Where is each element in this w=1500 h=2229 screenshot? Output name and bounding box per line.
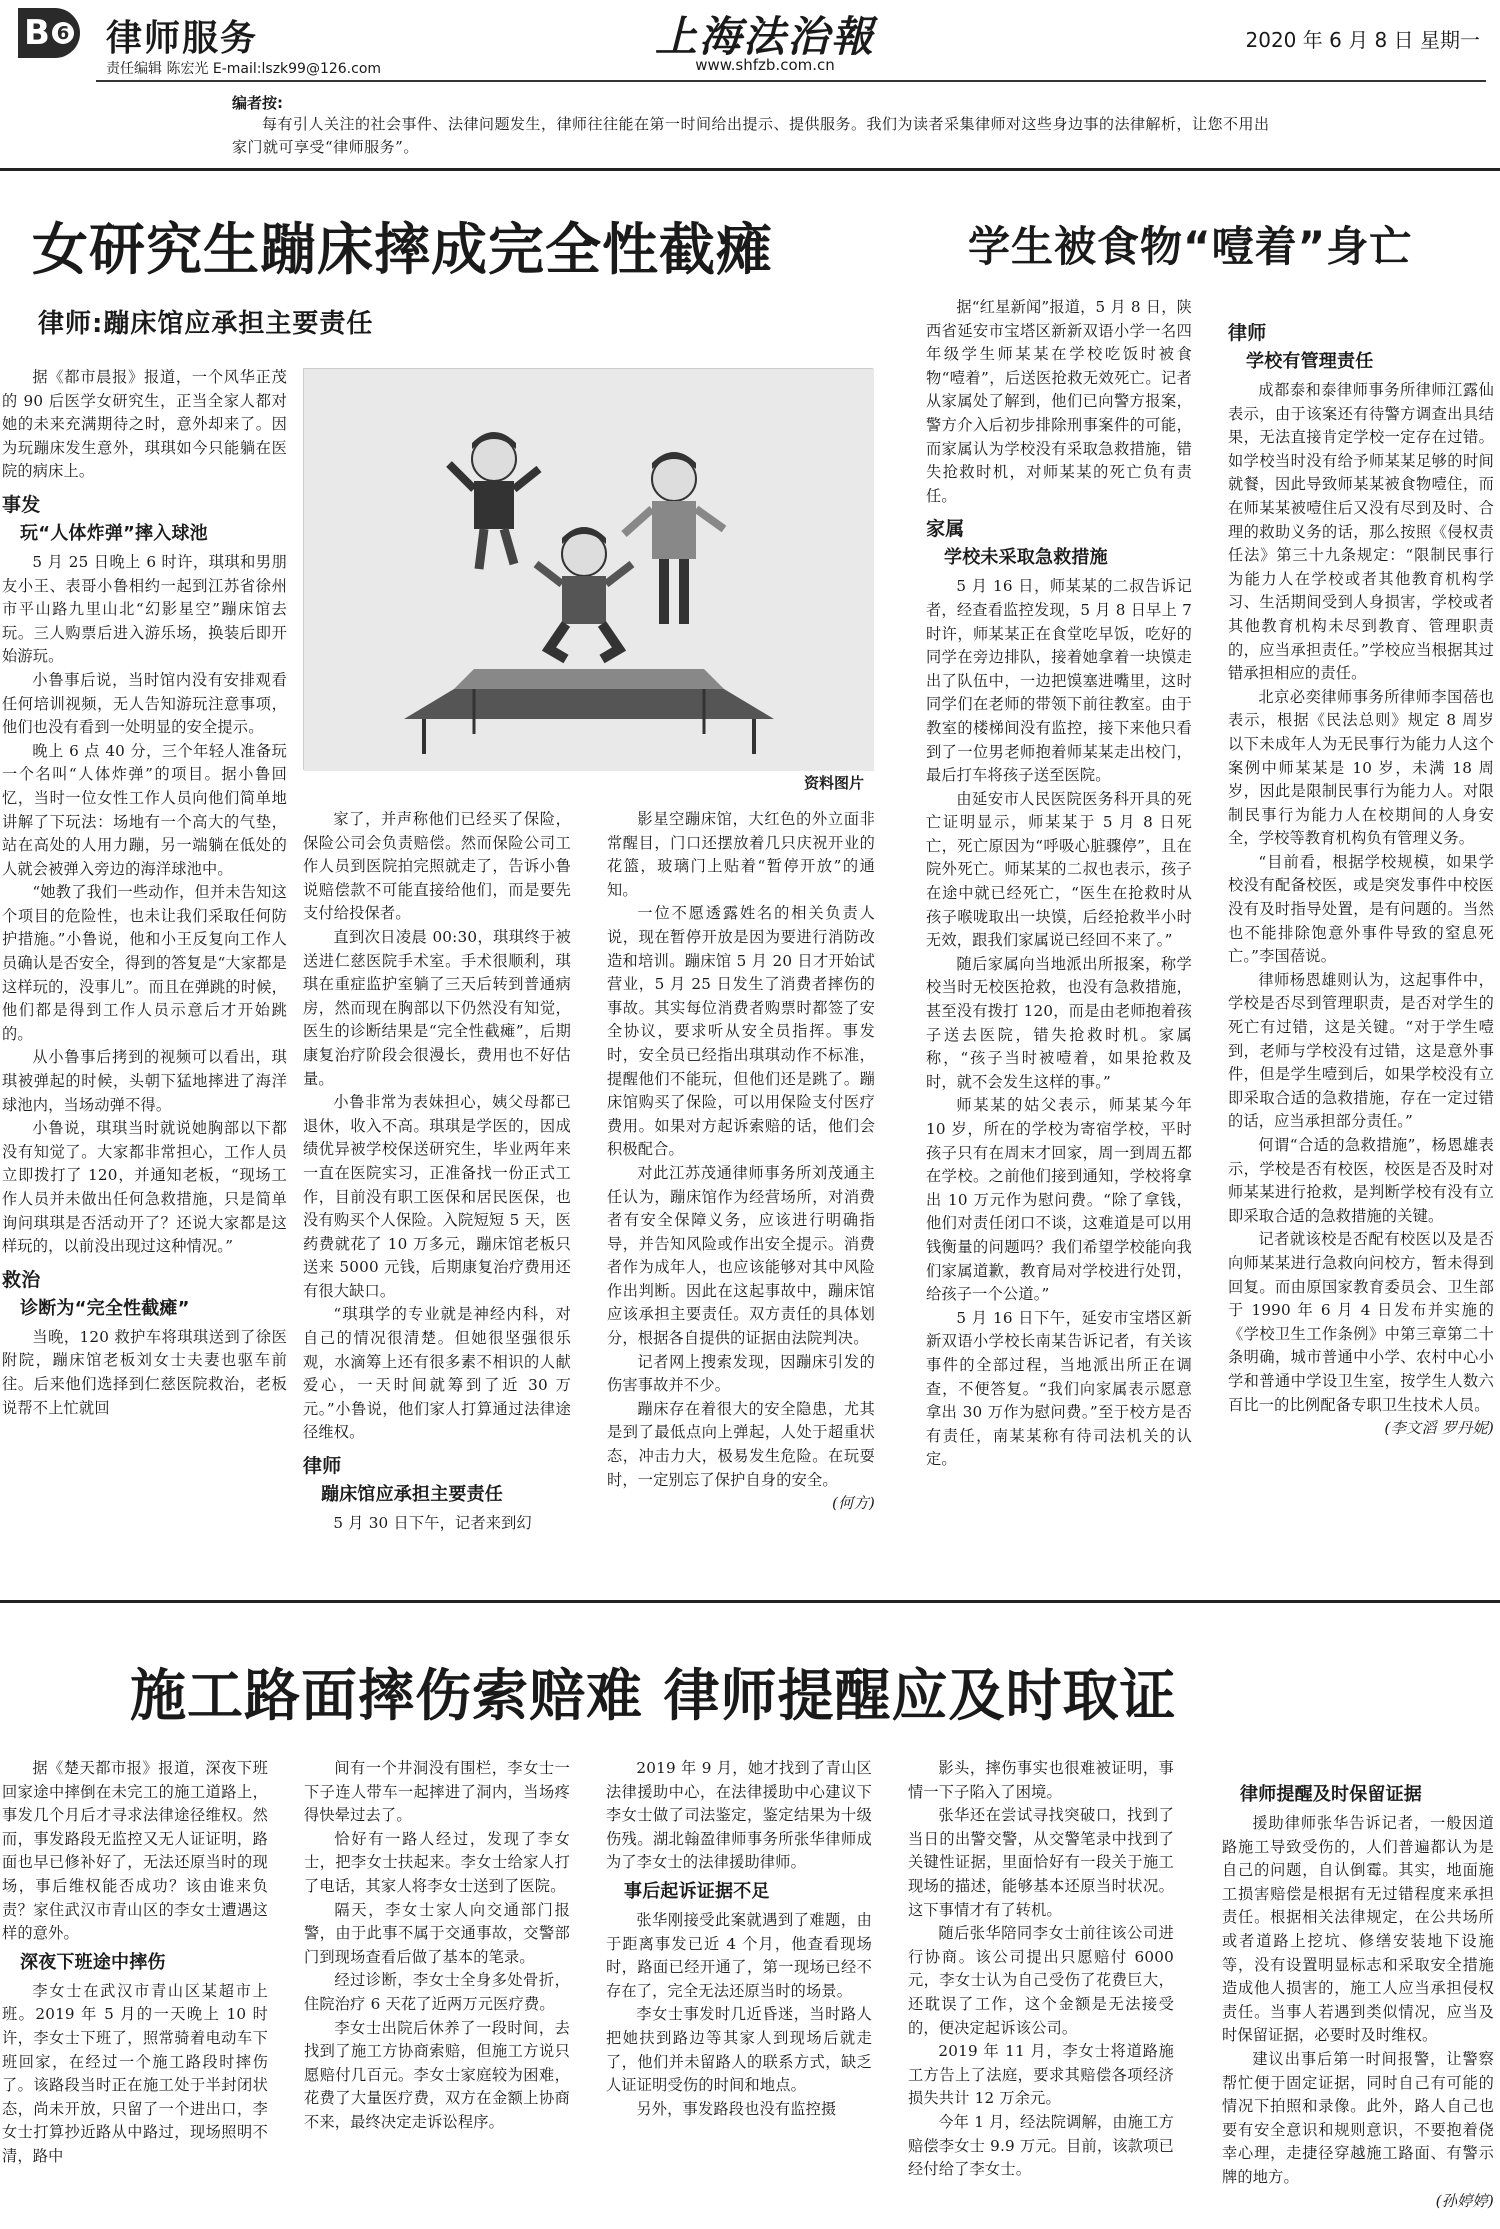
section-subheading: 蹦床馆应承担主要责任 [321,1484,503,1506]
paragraph: 小鲁事后说，当时馆内没有安排观看任何培训视频，无人告知游玩注意事项，他们也没有看到一处明显的安全提示。 [2,670,287,737]
article3-column-3 [606,1757,872,2121]
newspaper-masthead: 上海法治報 [654,12,875,61]
paragraph: 经过诊断，李女士全身多处骨折，住院治疗 6 天花了近两万元医疗费。 [304,1971,570,2013]
section-subheading: 深夜下班途中摔伤 [20,1951,166,1973]
trampoline-photo [303,368,873,792]
editor-note-text: 每有引人关注的社会事件、法律问题发生，律师往往能在第一时间给出提示、提供服务。我们为读者采集律师对这些身边事的法律解析，让您不用出家门就可享受“律师服务”。 [232,115,1270,156]
paragraph: 李女士事发时几近昏迷，当时路人把她扶到路边等其家人到现场后就走了，他们并未留路人的联系方式，缺乏人证证明受伤的时间和地点。 [606,2005,872,2095]
section-subheading: 诊断为“完全性截瘫” [20,1297,190,1319]
paragraph: 家了，并声称他们已经买了保险，保险公司会负责赔偿。然而保险公司工作人员到医院拍完照就走了，告诉小鲁说赔偿款不可能直接给他们，而是要先支付给投保者。 [303,810,571,923]
paragraph: 5 月 16 日下午，延安市宝塔区新新双语小学校长南某告诉记者，有关该事件的全部过程，当地派出所正在调查，不便答复。“我们向家属表示愿意拿出 30 万作为慰问费。”至于校方是否有责任，南某某称有待司法机关的认定。 [926,1308,1192,1469]
article1-column-1 [2,366,287,1420]
paragraph: 小鲁非常为表妹担心，姨父母都已退休，收入不高。琪琪是学医的，因成绩优异被学校保送研究生，毕业两年来一直在医院实习，正准备找一份正式工作，目前没有职工医保和居民医保，也没有购买个人保险。入院短短 5 天，医药费就花了 10 万多元，蹦床馆老板只送来 5000 元钱，后期康复治疗费用还有很大缺口。 [303,1093,571,1300]
article2-headline: 学生被食物“噎着”身亡 [968,222,1413,271]
section-heading: 律师 [303,1455,342,1478]
article1-column-3 [607,808,875,1516]
paragraph: 蹦床存在着很大的安全隐患，尤其是到了最低点向上弹起，人处于超重状态，冲击力大，极易发生危险。在玩耍时，一定别忘了保护自身的安全。 [607,1399,875,1489]
paragraph: 2019 年 11 月，李女士将道路施工方告上了法庭，要求其赔偿各项经济损失共计 12 万余元。 [908,2042,1174,2108]
paragraph: 小鲁说，琪琪当时就说她胸部以下都没有知觉了。大家都非常担心，工作人员立即拨打了 120，并通知老板，“现场工作人员并未做出任何急救措施，只是简单询问琪琪是否活动开了？还说大家都是这样玩的，以前没出现过这种情况。” [2,1119,287,1256]
section-subheading: 学校有管理责任 [1246,351,1374,372]
issue-date: 2020 年 6 月 8 日 星期一 [1245,28,1480,52]
article3-column-2 [304,1757,570,2135]
paragraph: 今年 1 月，经法院调解，由施工方赔偿李女士 9.9 万元。目前，该款项已经付给了李女士。 [908,2112,1174,2179]
paragraph: 间有一个井洞没有围栏，李女士一下子连人带车一起摔进了洞内，当场疼得快晕过去了。 [304,1759,570,1825]
editor-note-label: 编者按: [232,94,283,112]
paragraph: 李女士出院后休养了一段时间，去找到了施工方协商索赔，但施工方说只愿赔付几百元。李女士家庭较为困难，花费了大量医疗费，双方在金额上协商不来，最终决定走诉讼程序。 [304,2018,570,2131]
paragraph: 何谓“合适的急救措施”，杨恩雄表示，学校是否有校医，校医是否及时对师某某进行抢救，是判断学校有没有立即采取合适的急救措施的关键。 [1228,1136,1494,1225]
article3-column-5 [1222,1778,1494,2213]
paragraph: 记者网上搜索发现，因蹦床引发的伤害事故并不少。 [607,1352,875,1395]
byline: (李文滔 罗丹妮) [1384,1419,1494,1438]
paragraph: 随后家属向当地派出所报案，称学校当时无校医抢救，也没有急救措施，甚至没有拨打 120，而是由老师抱着孩子送去医院，错失抢救时机。家属称，“孩子当时被噎着，如果抢救及时，就不会发生这样的事。” [926,954,1192,1091]
paragraph: 据《都市晨报》报道，一个风华正茂的 90 后医学女研究生，正当全家人都对她的未来充满期待之时，意外却来了。因为玩蹦床发生意外，琪琪如今只能躺在医院的病床上。 [2,368,287,481]
paragraph: 由延安市人民医院医务科开具的死亡证明显示，师某某于 5 月 8 日死亡，死亡原因为“呼吸心脏骤停”，且在院外死亡。师某某的二叔也表示，孩子在途中就已经死亡，“医生在抢救时从孩子喉咙取出一块馍，后经抢救半小时无效，跟我们家属说已经回不来了。” [926,789,1192,950]
byline: (孙婷婷) [1435,2191,1494,2210]
paragraph: 另外，事发路段也没有监控摄 [636,2099,837,2118]
paragraph: 5 月 30 日下午，记者来到幻 [333,1514,532,1533]
section-divider [0,1600,1500,1603]
section-heading: 救治 [2,1268,41,1291]
paragraph: 影头，摔伤事实也很难被证明，事情一下子陷入了困境。 [908,1759,1174,1801]
section-divider [0,168,1500,171]
article2-column-2 [1228,312,1494,1441]
paragraph: 恰好有一路人经过，发现了李女士，把李女士扶起来。李女士给家人打了电话，其家人将李女士送到了医院。 [304,1829,570,1895]
section-heading: 家属 [926,518,965,541]
paragraph: 从小鲁事后拷到的视频可以看出，琪琪被弹起的时候，头朝下猛地摔进了海洋球池内，当场动弹不得。 [2,1048,287,1114]
paragraph: 一位不愿透露姓名的相关负责人说，现在暂停开放是因为要进行消防改造和培训。蹦床馆 5 月 20 日才开始试营业，5 月 25 日发生了消费者摔伤的事故。其实每位消费者购票时都签了安全协议，要求听从安全员指挥。事发时，安全员已经指出琪琪动作不标准，提醒他们不能玩，但他们还是跳了。蹦床馆购买了保险，可以用保险支付医疗费用。如果对方起诉索赔的话，他们会积极配合。 [607,904,875,1159]
page-number-badge: B 6 [18,8,80,58]
section-subheading: 玩“人体炸弹”摔入球池 [20,522,208,544]
trampoline-illustration [304,369,874,771]
section-subheading: 律师提醒及时保留证据 [1240,1784,1422,1805]
paragraph: 影星空蹦床馆，大红色的外立面非常醒目，门口还摆放着几只庆祝开业的花篮，玻璃门上贴着“暂停开放”的通知。 [607,810,875,899]
section-heading: 事发 [2,493,41,516]
paragraph: 记者就该校是否配有校医以及是否向师某某进行急救向问校方，暂未得到回复。而由原国家教育委员会、卫生部于 1990 年 6 月 4 日发布并实施的《学校卫生工作条例》中第三章第二十条明确，城市普通中小学、农村中心小学和普通中学设卫生室，按学生人数六百比一的比例配备专职卫生技术人员。 [1228,1230,1494,1414]
paragraph: 建议出事后第一时间报警，让警察帮忙便于固定证据，同时自己有可能的情况下拍照和录像。此外，路人自己也要有安全意识和规则意识，不要抱着侥幸心理，走捷径穿越施工路面、有警示牌的地方。 [1222,2049,1494,2186]
article1-headline: 女研究生蹦床摔成完全性截瘫 [32,218,773,283]
paragraph: “琪琪学的专业就是神经内科，对自己的情况很清楚。但她很坚强很乐观，水滴筹上还有很多素不相识的人献爱心，一天时间就筹到了近 30 万元。”小鲁说，他们家人打算通过法律途径维权。 [303,1305,571,1442]
paragraph: “目前看，根据学校规模，如果学校没有配备校医，或是突发事件中校医没有及时指导处置，是有问题的。当然也不能排除饱意外事件导致的窒息死亡。”李国蓓说。 [1228,852,1494,966]
article3-column-1 [2,1757,268,2169]
section-title: 律师服务 [106,18,259,59]
article3-column-4 [908,1757,1174,2182]
editor-line: 责任编辑 陈宏光 E-mail:lszk99@126.com [106,61,382,77]
paragraph: 直到次日凌晨 00:30，琪琪终于被送进仁慈医院手术室。手术很顺利，琪琪在重症监护室躺了三天后转到普通病房，然而现在胸部以下仍然没有知觉，医生的诊断结果是“完全性截瘫”，后期康复治疗阶段会很漫长，费用也不好估量。 [303,927,571,1088]
byline: (何方) [831,1494,875,1513]
section-subheading: 事后起诉证据不足 [624,1880,770,1902]
paragraph: 当晚，120 救护车将琪琪送到了徐医附院，蹦床馆老板刘女士夫妻也驱车前往。后来他们选择到仁慈医院救治，老板说帮不上忙就回 [2,1327,287,1417]
header-rule [96,80,1486,82]
paragraph: 2019 年 9 月，她才找到了青山区法律援助中心，在法律援助中心建议下李女士做了司法鉴定，鉴定结果为十级伤残。湖北翰盈律师事务所张华律师成为了李女士的法律援助律师。 [606,1759,872,1872]
paragraph: 随后张华陪同李女士前往该公司进行协商。该公司提出只愿赔付 6000 元，李女士认为自己受伤了花费巨大，还耽误了工作，这个金额是无法接受的，便决定起诉该公司。 [908,1924,1174,2037]
section-subheading: 学校未采取急救措施 [944,547,1108,569]
paragraph: 张华刚接受此案就遇到了难题，由于距离事发已近 4 个月，他查看现场时，路面已经开通了，第一现场已经不存在了，完全无法还原当时的场景。 [606,1910,872,2000]
photo-caption: 资料图片 [803,774,864,792]
article3-headline: 施工路面摔伤索赔难 律师提醒应及时取证 [130,1664,1177,1729]
newspaper-website: www.shfzb.com.cn [695,56,835,74]
page-number: 6 [52,22,74,44]
paragraph: 5 月 16 日，师某某的二叔告诉记者，经查看监控发现，5 月 8 日早上 7 时许，师某某正在食堂吃早饭，吃好的同学在旁边排队，接着她拿着一块馍走出了队伍中，一边把馍塞进嘴里，这时同学们在老师的带领下前往教室。由于教室的楼梯间没有监控，接下来他只看到了一位男老师抱着师某某走出校门，最后打车将孩子送至医院。 [926,577,1192,785]
paragraph: 隔天，李女士家人向交通部门报警，由于此事不属于交通事故，交警部门到现场查看后做了基本的笔录。 [304,1900,570,1966]
paragraph: 据《楚天都市报》报道，深夜下班回家途中摔倒在未完工的施工道路上，事发几个月后才寻求法律途径维权。然而，事发路段无监控又无人证证明，路面也早已修补好了，无法还原当时的现场，事后维权能否成功？该由谁来负责？家住武汉市青山区的李女士遭遇这样的意外。 [2,1759,268,1943]
paragraph: 北京必奕律师事务所律师李国蓓也表示，根据《民法总则》规定 8 周岁以下未成年人为无民事行为能力人这个案例中师某某是 10 岁，未满 18 周岁，因此是限制民事行为能力人。对限制民事行为能力人在校期间的人身安全，学校等教育机构负有管理义务。 [1228,687,1494,848]
paragraph: 成都泰和泰律师事务所律师江露仙表示，由于该案还有待警方调查出具结果，无法直接肯定学校一定存在过错。如学校当时没有给予师某某足够的时间就餐，因此导致师某某被食物噎住，而在师某某被噎住后又没有尽到及时、合理的救助义务的话，那么按照《侵权责任法》第三十九条规定：“限制民事行为能力人在学校或者其他教育机构学习、生活期间受到人身损害，学校或者其他教育机构未尽到教育、管理职责的，应当承担责任。”学校应当根据其过错承担相应的责任。 [1228,381,1494,683]
article1-subtitle: 律师:蹦床馆应承担主要责任 [38,309,374,339]
section-heading: 律师 [1228,322,1267,344]
paragraph: 张华还在尝试寻找突破口，找到了当日的出警交警，从交警笔录中找到了关键性证据，里面恰好有一段关于施工现场的描述，能够基本还原当时状况。这下事情才有了转机。 [908,1806,1174,1919]
paragraph: 晚上 6 点 40 分，三个年轻人准备玩一个名叫“人体炸弹”的项目。据小鲁回忆，当时一位女性工作人员向他们简单地讲解了下玩法：场地有一个高大的气垫，站在高处的人用力蹦，另一端躺在低处的人就会被弹入旁边的海洋球池中。 [2,741,287,878]
article1-column-2 [303,808,571,1536]
paragraph: 对此江苏茂通律师事务所刘茂通主任认为，蹦床馆作为经营场所，对消费者有安全保障义务，应该进行明确指导，并告知风险或作出安全提示。消费者作为成年人，也应该能够对其中风险作出判断。因此在这起事故中，蹦床馆应该承担主要责任。双方责任的具体划分，根据各自提供的证据由法院判决。 [607,1163,875,1348]
paragraph: 5 月 25 日晚上 6 时许，琪琪和男朋友小王、表哥小鲁相约一起到江苏省徐州市平山路九里山北“幻影星空”蹦床馆去玩。三人购票后进入游乐场，换装后即开始游玩。 [2,552,287,666]
paragraph: 师某某的姑父表示，师某某今年 10 岁，所在的学校为寄宿学校，平时孩子只有在周末才回家，周一到周五都在学校。之前他们接到通知，学校将拿出 10 万元作为慰问费。“除了拿钱，他们对责任闭口不谈，这难道是可以用钱衡量的问题吗？我们希望学校能向我们家属道歉，教育局对学校进行处罚，给孩子一个公道。” [926,1096,1192,1304]
paragraph: 律师杨恩雄则认为，这起事件中，学校是否尽到管理职责，是否对学生的死亡有过错，这是关键。“对于学生噎到，老师与学校没有过错，这是意外事件，但是学生噎到后，如果学校没有立即采取合适的急救措施，存在一定过错的话，应当承担部分责任。” [1228,970,1494,1131]
article2-column-1 [926,296,1192,1472]
paragraph: 李女士在武汉市青山区某超市上班。2019 年 5 月的一天晚上 10 时许，李女士下班了，照常骑着电动车下班回家，在经过一个施工路段时摔伤了。该路段当时正在施工处于半封闭状态，尚未开放，只留了一个进出口，李女士打算抄近路从中路过，现场照明不清，路中 [2,1981,268,2165]
paragraph: 据“红星新闻”报道，5 月 8 日，陕西省延安市宝塔区新新双语小学一名四年级学生师某某在学校吃饭时被食物“噎着”，后送医抢救无效死亡。记者从家属处了解到，他们已向警方报案，警方介入后初步排除刑事案件的可能，而家属认为学校没有采取急救措施，错失抢救时机，对师某某的死亡负有责任。 [926,298,1192,505]
paragraph: 援助律师张华告诉记者，一般因道路施工导致受伤的，人们普遍都认为是自己的问题，自认倒霉。其实，地面施工损害赔偿是根据有无过错程度来承担责任。根据相关法律规定，在公共场所或者道路上挖坑、修缮安装地下设施等，没有设置明显标志和采取安全措施造成他人损害的，施工人应当承担侵权责任。当事人若遇到类似情况，应当及时保留证据，必要时及时维权。 [1222,1814,1494,2045]
paragraph: “她教了我们一些动作，但并未告知这个项目的危险性，也未让我们采取任何防护措施。”小鲁说，他和小王反复向工作人员确认是否安全，得到的答复是“大家都是这样玩的，没事儿”。而且在弹跳的时候，他们都是得到工作人员示意后才开始跳的。 [2,883,287,1043]
